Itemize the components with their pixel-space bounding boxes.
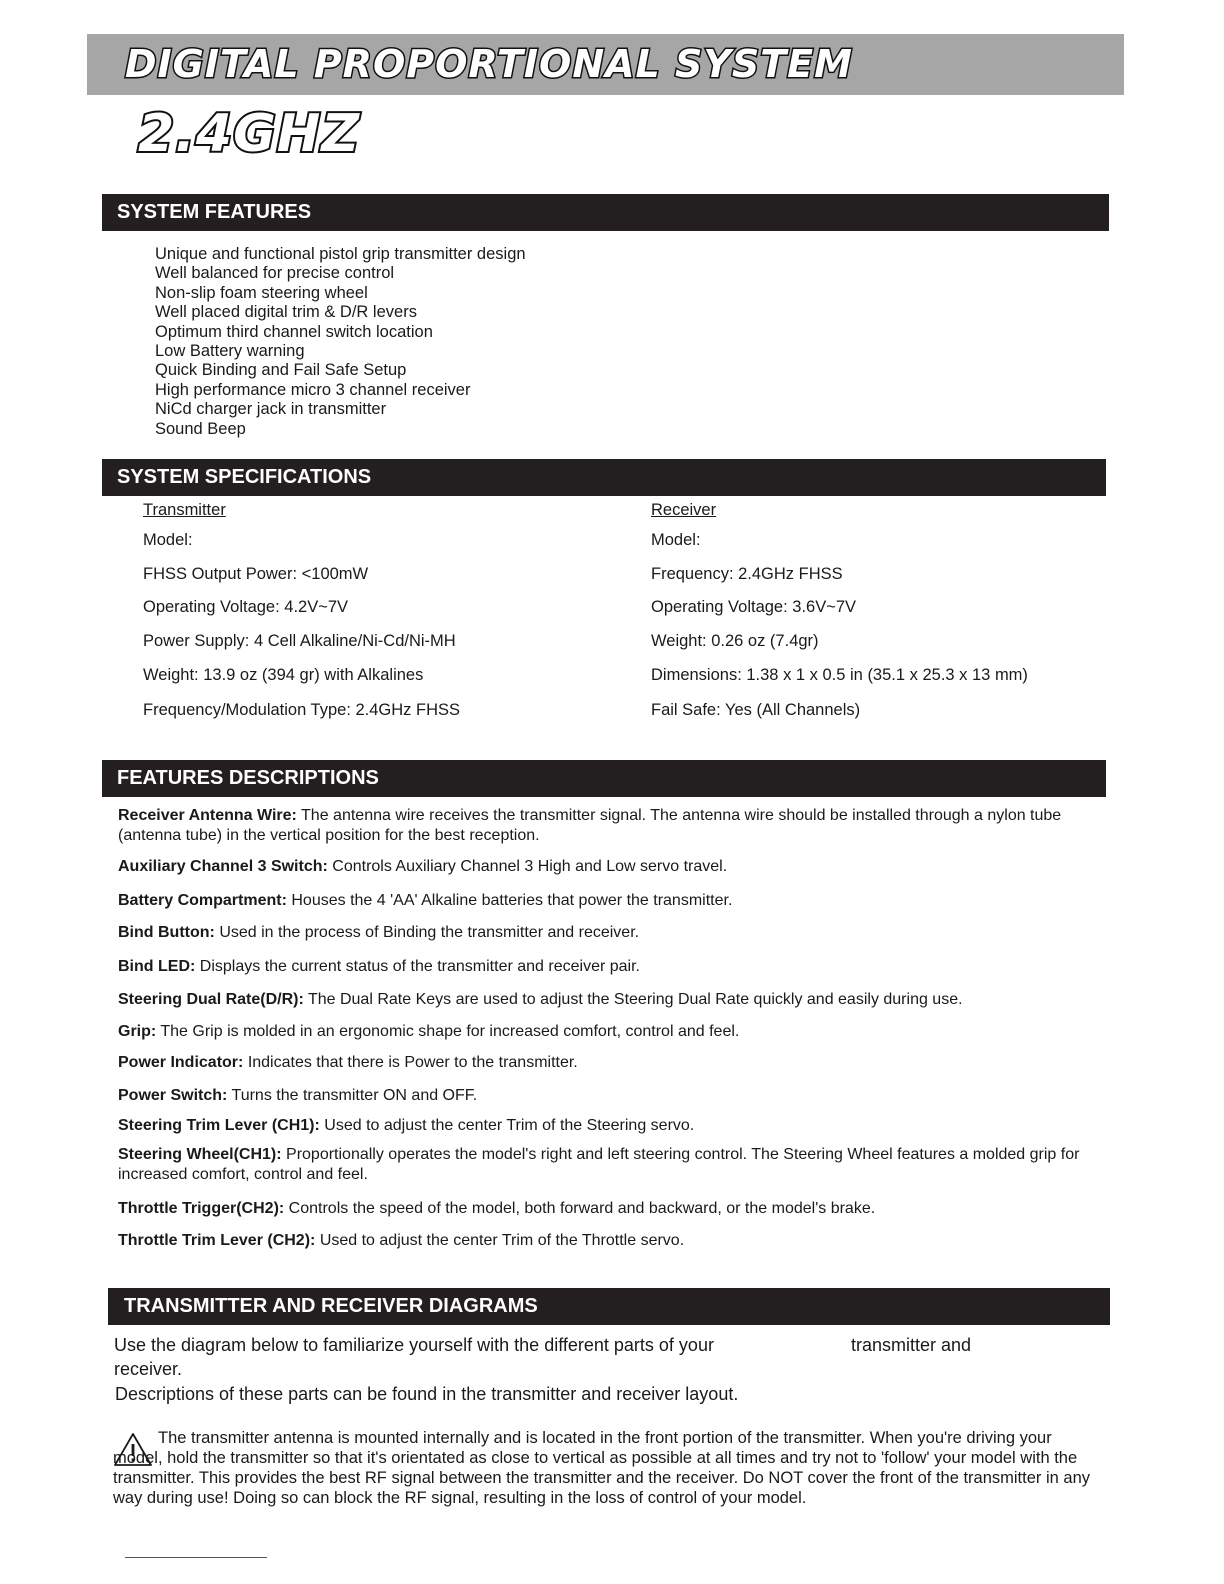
description-term: Battery Compartment:: [118, 892, 287, 909]
intro-line: Descriptions of these parts can be found in the transmitter and receiver layout.: [115, 1384, 739, 1404]
spec-row: Frequency: 2.4GHz FHSS: [651, 565, 843, 583]
description-term: Receiver Antenna Wire:: [118, 807, 297, 824]
section-heading-diagrams: TRANSMITTER AND RECEIVER DIAGRAMS: [108, 1288, 1110, 1325]
description-text: Proportionally operates the model's right and left steering control. The Steering Wheel features a molded grip for increased comfort, control and feel.: [118, 1146, 1080, 1183]
description-text: Controls Auxiliary Channel 3 High and Low servo travel.: [332, 858, 728, 875]
list-item: NiCd charger jack in transmitter: [155, 400, 387, 419]
list-item: Well balanced for precise control: [155, 264, 395, 283]
spec-row: Operating Voltage: 4.2V~7V: [143, 598, 349, 616]
title-banner: [87, 34, 1124, 95]
description-term: Grip:: [118, 1023, 157, 1040]
description-text: Used in the process of Binding the transmitter and receiver.: [219, 924, 640, 941]
spec-row: Weight: 13.9 oz (394 gr) with Alkalines: [143, 666, 424, 684]
section-heading-system-specifications: SYSTEM SPECIFICATIONS: [102, 459, 1106, 496]
transmitter-specs: [143, 498, 226, 522]
spec-row: FHSS Output Power: <100mW: [143, 565, 369, 583]
frequency-logo: 2.4GHZ: [138, 104, 361, 164]
description-item: [118, 891, 1108, 911]
description-term: Throttle Trigger(CH2):: [118, 1200, 285, 1217]
page-title: DIGITAL PROPORTIONAL SYSTEM: [125, 42, 853, 86]
description-item: [118, 1116, 1108, 1136]
feature-list: [155, 245, 526, 439]
list-item: Low Battery warning: [155, 342, 305, 361]
antenna-warning-text: [113, 1428, 1103, 1508]
description-term: Power Switch:: [118, 1087, 228, 1104]
description-item: [118, 1053, 1108, 1073]
description-item: [118, 990, 1108, 1010]
description-term: Steering Dual Rate(D/R):: [118, 991, 304, 1008]
spec-row: Weight: 0.26 oz (7.4gr): [651, 632, 819, 650]
description-term: Steering Trim Lever (CH1):: [118, 1117, 320, 1134]
list-item: Optimum third channel switch location: [155, 322, 433, 341]
transmitter-heading: Transmitter: [143, 501, 226, 519]
description-item: [118, 957, 1108, 977]
description-text: Turns the transmitter ON and OFF.: [231, 1087, 478, 1104]
list-item: Quick Binding and Fail Safe Setup: [155, 361, 407, 380]
description-text: Indicates that there is Power to the transmitter.: [247, 1054, 578, 1071]
section-heading-system-features: SYSTEM FEATURES: [102, 194, 1109, 231]
intro-line: receiver.: [114, 1359, 183, 1379]
description-term: Auxiliary Channel 3 Switch:: [118, 858, 328, 875]
description-text: The Grip is molded in an ergonomic shape for increased comfort, control and feel.: [160, 1023, 740, 1040]
section-heading-features-descriptions: FEATURES DESCRIPTIONS: [102, 760, 1106, 797]
description-item: [118, 857, 1108, 877]
receiver-specs: [651, 498, 716, 522]
description-term: Steering Wheel(CH1):: [118, 1146, 282, 1163]
description-text: Houses the 4 'AA' Alkaline batteries that power the transmitter.: [291, 892, 733, 909]
description-term: Power Indicator:: [118, 1054, 244, 1071]
intro-line: transmitter and: [851, 1335, 972, 1355]
description-item: [118, 923, 1108, 943]
warning-text: The transmitter antenna is mounted internally and is located in the front portion of the transmitter. When you're driving your model, hold the transmitter so that it's orientated as close to vertical as possible at all times and try not to 'follow' your model with the transmitter. This provides the best RF signal between the transmitter and the receiver. Do NOT cover the front of the transmitter in any way during use! Doing so can block the RF signal, resulting in the loss of control of your model.: [113, 1429, 1091, 1507]
spec-row: Model:: [143, 531, 193, 549]
description-text: Displays the current status of the transmitter and receiver pair.: [199, 958, 640, 975]
description-text: The Dual Rate Keys are used to adjust the Steering Dual Rate quickly and easily during use.: [307, 991, 963, 1008]
description-item: [118, 1145, 1108, 1185]
description-term: Bind LED:: [118, 958, 196, 975]
description-item: [118, 1231, 1108, 1251]
spec-row: Fail Safe: Yes (All Channels): [651, 701, 861, 719]
description-item: [118, 1199, 1108, 1219]
description-text: Used to adjust the center Trim of the Steering servo.: [324, 1117, 695, 1134]
description-text: Controls the speed of the model, both forward and backward, or the model's brake.: [288, 1200, 876, 1217]
description-term: Bind Button:: [118, 924, 215, 941]
spec-row: Power Supply: 4 Cell Alkaline/Ni-Cd/Ni-MH: [143, 632, 456, 650]
spec-row: Dimensions: 1.38 x 1 x 0.5 in (35.1 x 25.3 x 13 mm): [651, 666, 1028, 684]
list-item: Unique and functional pistol grip transmitter design: [155, 245, 526, 263]
description-text: Used to adjust the center Trim of the Throttle servo.: [319, 1232, 685, 1249]
spec-row: Model:: [651, 531, 701, 549]
spec-row: Frequency/Modulation Type: 2.4GHz FHSS: [143, 701, 461, 719]
footer-rule: [125, 1557, 267, 1558]
receiver-heading: Receiver: [651, 501, 717, 519]
description-text: The antenna wire receives the transmitter signal. The antenna wire should be installed through a nylon tube (antenna tube) in the vertical position for the best reception.: [118, 807, 1062, 844]
spec-row: Operating Voltage: 3.6V~7V: [651, 598, 857, 616]
list-item: Well placed digital trim & D/R levers: [155, 303, 417, 322]
list-item: Non-slip foam steering wheel: [155, 283, 368, 302]
description-item: [118, 1086, 1108, 1106]
list-item: Sound Beep: [155, 419, 246, 438]
list-item: High performance micro 3 channel receiver: [155, 380, 471, 399]
description-item: [118, 806, 1108, 846]
description-term: Throttle Trim Lever (CH2):: [118, 1232, 316, 1249]
intro-line: Use the diagram below to familiarize yourself with the different parts of your: [114, 1335, 714, 1355]
description-item: [118, 1022, 1108, 1042]
